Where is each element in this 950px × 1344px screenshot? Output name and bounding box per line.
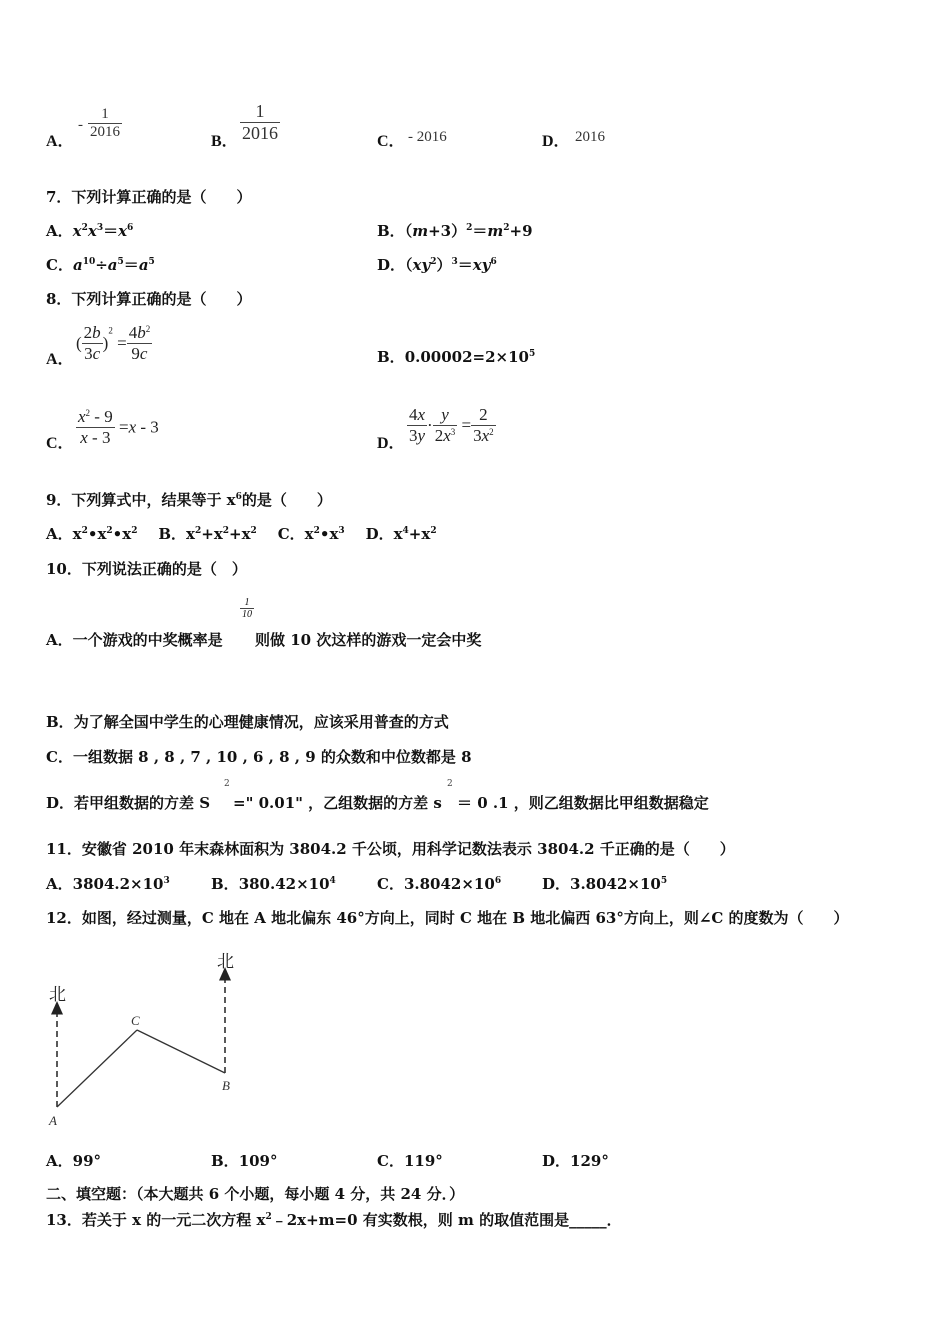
q10-d-text2: =" 0.01" ，乙组数据的方差 s <box>233 794 442 812</box>
q11-stem: 11．安徽省 2010 年末森林面积为 3804.2 千公顷，用科学记数法表示 3804.2 千正确的是（ ） <box>46 840 735 858</box>
q6-option-a-sign: - <box>78 117 83 133</box>
q10-a-text2: 则做 10 次这样的游戏一定会中奖 <box>255 631 482 649</box>
q9-stem-text: 9．下列算式中，结果等于 x <box>46 491 236 509</box>
segment-cb <box>137 1030 225 1073</box>
q8-option-a-expression: ( $\frac{2b}{3c}$ )$^2$ = $\frac{4b^2}{9c}$ <box>76 323 151 363</box>
q11-b-label: B． <box>211 875 239 893</box>
q11-a-text: 3804.2×10 <box>72 875 164 893</box>
q6-option-c-label: C． <box>377 133 405 150</box>
q6-option-b-fraction <box>240 101 280 144</box>
q7-option-b: B．$(m+3)^2=m^2+9$ <box>377 222 533 240</box>
q12-d-label: D． <box>542 1152 571 1170</box>
q6-option-a-label: A． <box>46 133 74 150</box>
q10-a-numerator: 1 <box>240 597 254 609</box>
q7-b-label: B． <box>377 222 405 240</box>
q8-option-c-expression: $\frac{x^2 - 9}{x - 3}$ =x - 3 <box>78 407 159 447</box>
q13-stem1: 13．若关于 x 的一元二次方程 x <box>46 1211 266 1229</box>
q7-stem: 7．下列计算正确的是（ ） <box>46 188 252 206</box>
q8-c-label: C． <box>46 435 74 452</box>
q9-stem: 9．下列算式中，结果等于 $x^6$的是（ ） <box>46 491 332 509</box>
q10-d-text1: 若甲组数据的方差 S <box>74 794 211 812</box>
question-13 <box>46 1209 622 1230</box>
q7-option-a: A．$x^2x^3=x^6$ <box>46 222 134 240</box>
north-label-left: 北 <box>49 985 66 1004</box>
q9-c-label: C． <box>277 525 305 543</box>
q12-option-c <box>377 1150 443 1171</box>
q6-option-d-value: 2016 <box>575 129 605 145</box>
q6-option-b-label: B． <box>211 133 238 150</box>
segment-ac <box>57 1030 137 1107</box>
q11-option-c <box>377 873 501 894</box>
q9-options: A．$x^2•x^2•x^2$ B．$x^2+x^2+x^2$ C．$x^2•x^3$ D．$x^4+x^2$ <box>46 525 437 543</box>
q8-b-label: B． <box>377 348 405 366</box>
q6-option-d-label: D． <box>542 133 570 150</box>
q12-option-a <box>46 1150 101 1171</box>
q11-c-label: C． <box>377 875 404 893</box>
section-2-heading: 二、填空题：（本大题共 6 个小题，每小题 4 分，共 24 分．） <box>46 1185 465 1203</box>
q10-stem: 10．下列说法正确的是（ ） <box>46 560 247 578</box>
point-a-label: A <box>49 1113 57 1128</box>
q10-d-text3: ＝ 0 .1 ，则乙组数据比甲组数据稳定 <box>457 794 709 812</box>
q10-option-c <box>46 746 472 767</box>
q12-c-label: C． <box>377 1152 404 1170</box>
q11-option-a <box>46 873 170 894</box>
q9-b-label: B． <box>158 525 187 543</box>
q7-a-label: A． <box>46 222 73 240</box>
q11-option-d <box>542 873 667 894</box>
q11-c-text: 3.8042×10 <box>403 875 495 893</box>
q6-option-a-fraction <box>88 106 122 141</box>
q7-option-c: C．$a^{10}\div a^5=a^5$ <box>46 256 155 274</box>
q7-option-d: D．$(xy^2)^3=xy^6$ <box>377 256 497 274</box>
q10-a-denominator: 10 <box>242 609 252 620</box>
q8-option-b: B．$0.00002=2\times 10^5$ <box>377 348 536 366</box>
q10-c-text: 一组数据 8 , 8 , 7 , 10 , 6 , 8 , 9 的众数和中位数都是 8 <box>72 748 472 766</box>
q11-option-b <box>211 873 336 894</box>
q10-d-sup1: 2 <box>224 779 230 789</box>
q7-c-label: C． <box>46 256 73 274</box>
q6-a-denominator: 2016 <box>90 124 120 140</box>
q12-a-label: A． <box>46 1152 73 1170</box>
q13-stem2: ﹣2x+m=0 有实数根，则 m 的取值范围是_____． <box>271 1211 622 1229</box>
q9-d-label: D． <box>365 525 394 543</box>
point-b-label: B <box>222 1078 230 1093</box>
q8-d-label: D． <box>377 435 405 452</box>
q10-a-fraction <box>240 597 254 620</box>
q12-b-label: B． <box>211 1152 239 1170</box>
q12-stem: 12．如图，经过测量，C 地在 A 地北偏东 46°方向上，同时 C 地在 B 地北偏西 63°方向上，则∠C 的度数为（ ） <box>46 909 849 927</box>
q11-b-exp: 4 <box>329 876 336 886</box>
q10-d-label: D． <box>46 794 75 812</box>
q13-sup: 2 <box>265 1212 272 1222</box>
q9-stem-end: 的是（ ） <box>241 491 332 509</box>
q12-d-text: 129° <box>570 1152 609 1170</box>
q10-option-b <box>46 711 449 732</box>
q8-option-d-expression: $\frac{4x}{3y}$ · $\frac{y}{2x^3}$ = $\frac{2}{3x^2}$ <box>409 405 494 445</box>
q12-c-text: 119° <box>403 1152 443 1170</box>
q11-d-exp: 5 <box>660 876 668 886</box>
q12-option-d <box>542 1150 609 1171</box>
q6-a-numerator: 1 <box>88 106 122 124</box>
q6-b-denominator: 2016 <box>242 123 278 143</box>
q10-a-label: A． <box>46 631 73 649</box>
q12-b-text: 109° <box>238 1152 278 1170</box>
q11-c-exp: 6 <box>494 876 502 886</box>
q11-b-text: 380.42×10 <box>238 875 330 893</box>
q11-d-label: D． <box>542 875 571 893</box>
q12-option-b <box>211 1150 278 1171</box>
q7-d-label: D． <box>377 256 406 274</box>
north-label-right: 北 <box>217 952 234 971</box>
q11-d-text: 3.8042×10 <box>570 875 661 893</box>
q6-option-c-value: - 2016 <box>408 129 447 145</box>
q11-a-label: A． <box>46 875 73 893</box>
q12-figure <box>40 945 250 1130</box>
q8-b-text: 0.00002=2×10 <box>404 348 529 366</box>
q10-b-label: B． <box>46 713 74 731</box>
q9-a-label: A． <box>46 525 73 543</box>
q6-b-numerator: 1 <box>240 101 280 123</box>
point-c-label: C <box>131 1013 140 1028</box>
q10-c-label: C． <box>46 748 73 766</box>
q10-d-sup2: 2 <box>447 779 453 789</box>
q12-a-text: 99° <box>72 1152 102 1170</box>
q10-option-a <box>46 629 223 650</box>
q8-a-label: A． <box>46 351 74 368</box>
q11-a-exp: 3 <box>163 876 170 886</box>
q10-a-text1: 一个游戏的中奖概率是 <box>72 631 223 649</box>
q10-option-d <box>46 792 210 813</box>
q10-b-text: 为了解全国中学生的心理健康情况，应该采用普查的方式 <box>73 713 449 731</box>
q8-stem: 8．下列计算正确的是（ ） <box>46 290 252 308</box>
